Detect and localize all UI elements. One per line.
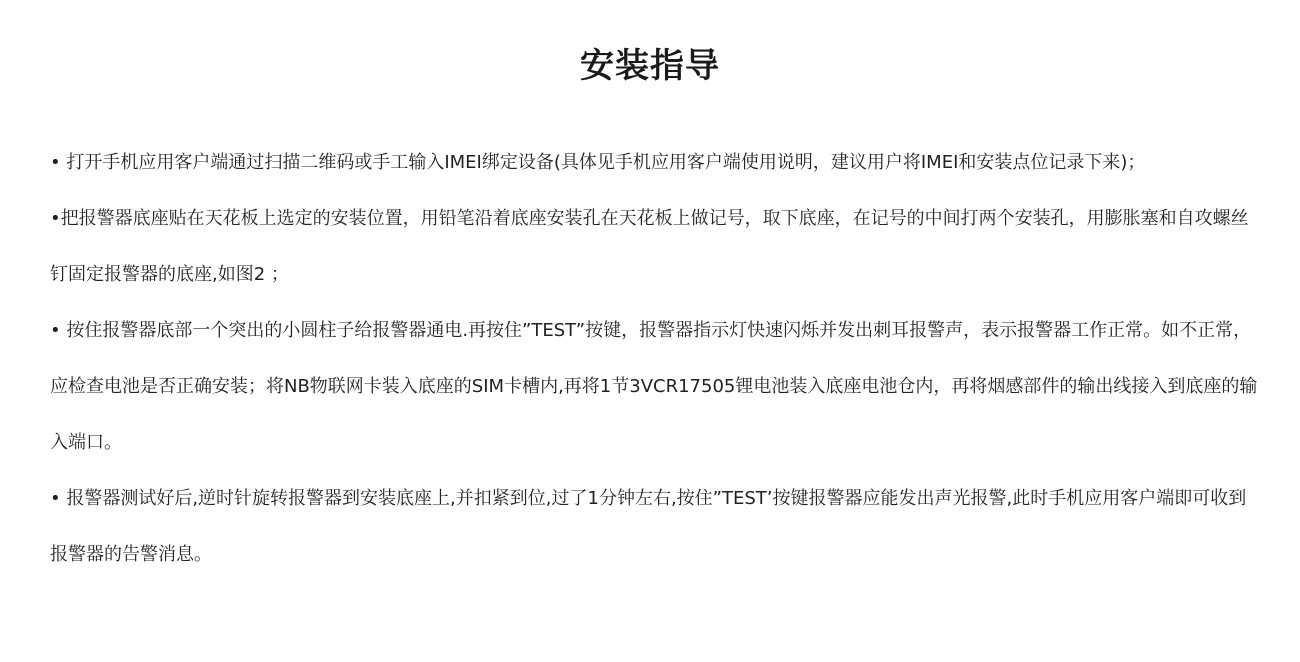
instruction-paragraph-3: • 按住报警器底部一个突出的小圆柱子给报警器通电.再按住”TEST”按键，报警器指示灯快速闪烁并发出刺耳报警声，表示报警器工作正常。如不正常，应检查电池是否正确安装；将NB物联网卡装入底座的SIM卡槽内,再将1节3VCR17505锂电池装入底座电池仓内，再将烟感部件的输出线接入到底座的输入端口。 xyxy=(50,320,1258,453)
instruction-paragraph-4: • 报警器测试好后,逆时针旋转报警器到安装底座上,并扣紧到位,过了1分钟左右,按住”TEST’按键报警器应能发出声光报警,此时手机应用客户端即可收到报警器的告警消息。 xyxy=(50,488,1247,565)
instruction-list xyxy=(50,135,1262,583)
instruction-paragraph-2: •把报警器底座贴在天花板上选定的安装位置，用铅笔沿着底座安装孔在天花板上做记号，取下底座，在记号的中间打两个安装孔，用膨胀塞和自攻螺丝钉固定报警器的底座,如图2 ； xyxy=(50,208,1249,285)
instruction-paragraph-1: • 打开手机应用客户端通过扫描二维码或手工输入IMEI绑定设备(具体见手机应用客户端使用说明，建议用户将IMEI和安装点位记录下来)； xyxy=(50,152,1146,173)
page-title: 安装指导 xyxy=(580,46,720,86)
